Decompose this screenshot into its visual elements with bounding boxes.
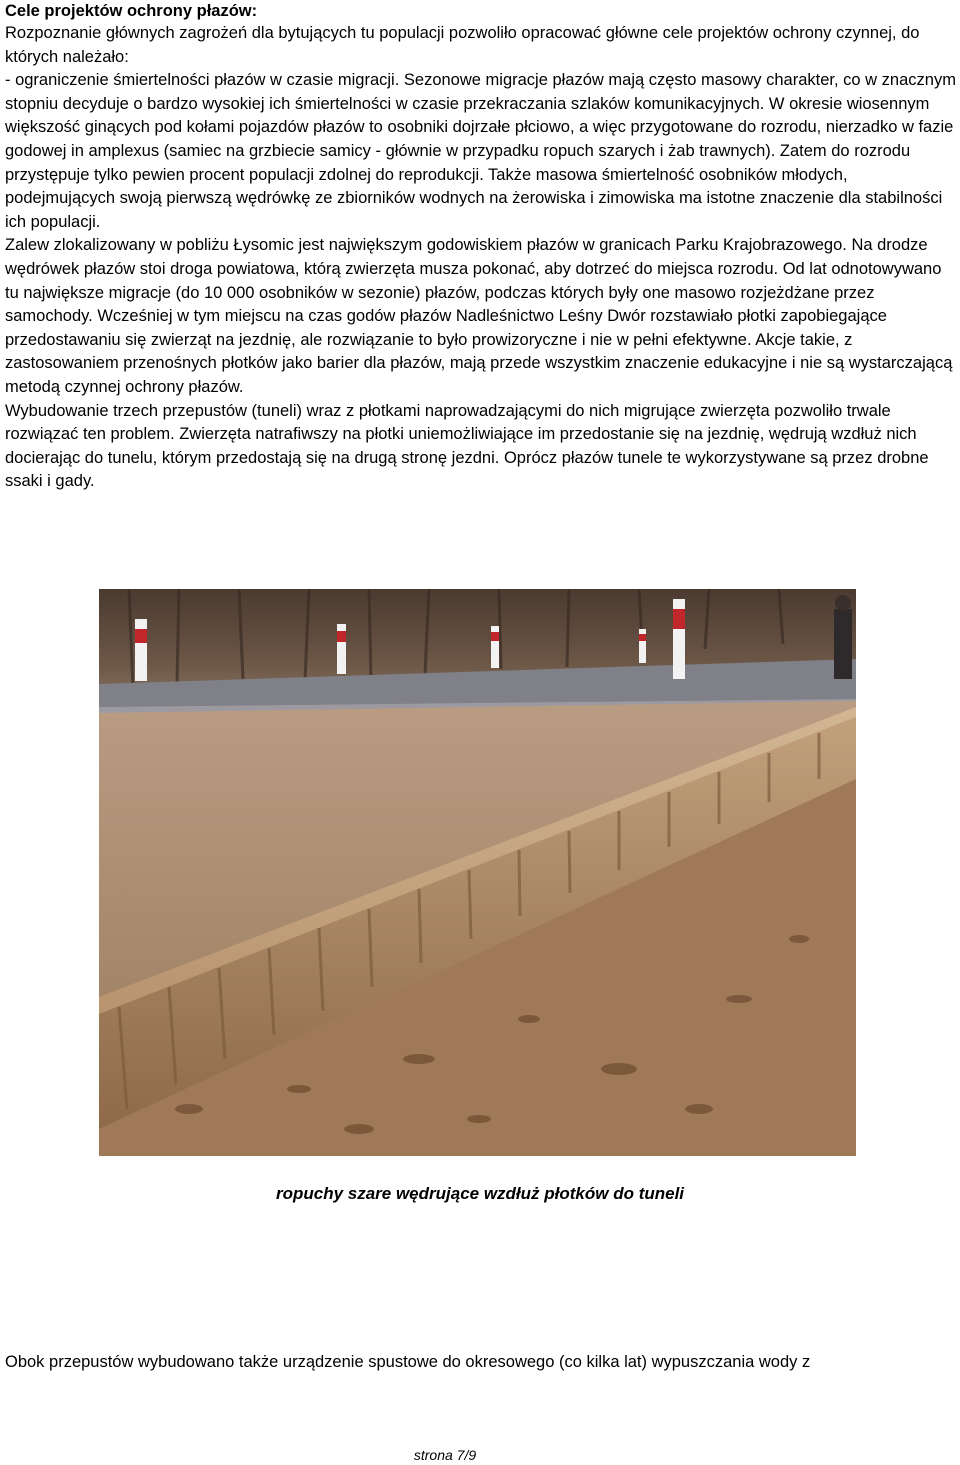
continuation-text: Obok przepustów wybudowano także urządzenie spustowe do okresowego (co kilka lat) wypuszczania wody z (5, 1353, 811, 1371)
photo-illustration (99, 589, 856, 1156)
body-text (5, 22, 957, 494)
section-heading: Cele projektów ochrony płazów: (5, 2, 258, 20)
photo-caption: ropuchy szare wędrujące wzdłuż płotków do tuneli (275, 1184, 685, 1203)
page-number: strona 7/9 (413, 1447, 477, 1463)
amphibian-fence-photo (99, 589, 856, 1156)
paragraph: Zalew zlokalizowany w pobliżu Łysomic jest największym godowiskiem płazów w granicach Parku Krajobrazowego. Na drodze wędrówek płazów stoi droga powiatowa, którą zwierzęta musza pokonać, aby dotrzeć do miejsca rozrodu. Od lat odnotowywano tu największe migracje (do 10 000 osobników w sezonie) płazów, podczas których były one masowo rozjeżdżane przez samochody. Wcześniej w tym miejscu na czas godów płazów Nadleśnictwo Leśny Dwór rozstawiało płotki zapobiegające przedostawaniu się zwierząt na jezdnię, ale rozwiązanie to było prowizoryczne i nie w pełni efektywne. Akcje takie, z zastosowaniem przenośnych płotków jako barier dla płazów, mają przede wszystkim znaczenie edukacyjne i nie są wystarczającą metodą czynnej ochrony płazów. (5, 236, 953, 396)
paragraph: - ograniczenie śmiertelności płazów w czasie migracji. Sezonowe migracje płazów mają często masowy charakter, co w znacznym stopniu decyduje o bardzo wysokiej ich śmiertelności w czasie przekraczania szlaków komunikacyjnych. W okresie wiosennym większość ginących pod kołami pojazdów płazów to osobniki dojrzałe płciowo, a więc przygotowane do rozrodu, nierzadko w fazie godowej in amplexus (samiec na grzbiecie samicy - głównie w przypadku ropuch szarych i żab trawnych). Zatem do rozrodu przystępuje tylko pewien procent populacji zdolnej do reprodukcji. Także masowa śmiertelność osobników młodych, podejmujących swoją pierwszą wędrówkę ze zbiorników wodnych na żerowiska i zimowiska ma istotne znaczenie dla stabilności ich populacji. (5, 71, 956, 231)
paragraph: Rozpoznanie głównych zagrożeń dla bytujących tu populacji pozwoliło opracować główne cele projektów ochrony czynnej, do których należało: (5, 24, 920, 66)
paragraph: Wybudowanie trzech przepustów (tuneli) wraz z płotkami naprowadzającymi do nich migrujące zwierzęta pozwoliło trwale rozwiązać ten problem. Zwierzęta natrafiwszy na płotki uniemożliwiające im przedostanie się na jezdnię, wędrują wzdłuż nich docierając do tunelu, którym przedostają się na drugą stronę jezdni. Oprócz płazów tunele te wykorzystywane są przez drobne ssaki i gady. (5, 401, 929, 491)
